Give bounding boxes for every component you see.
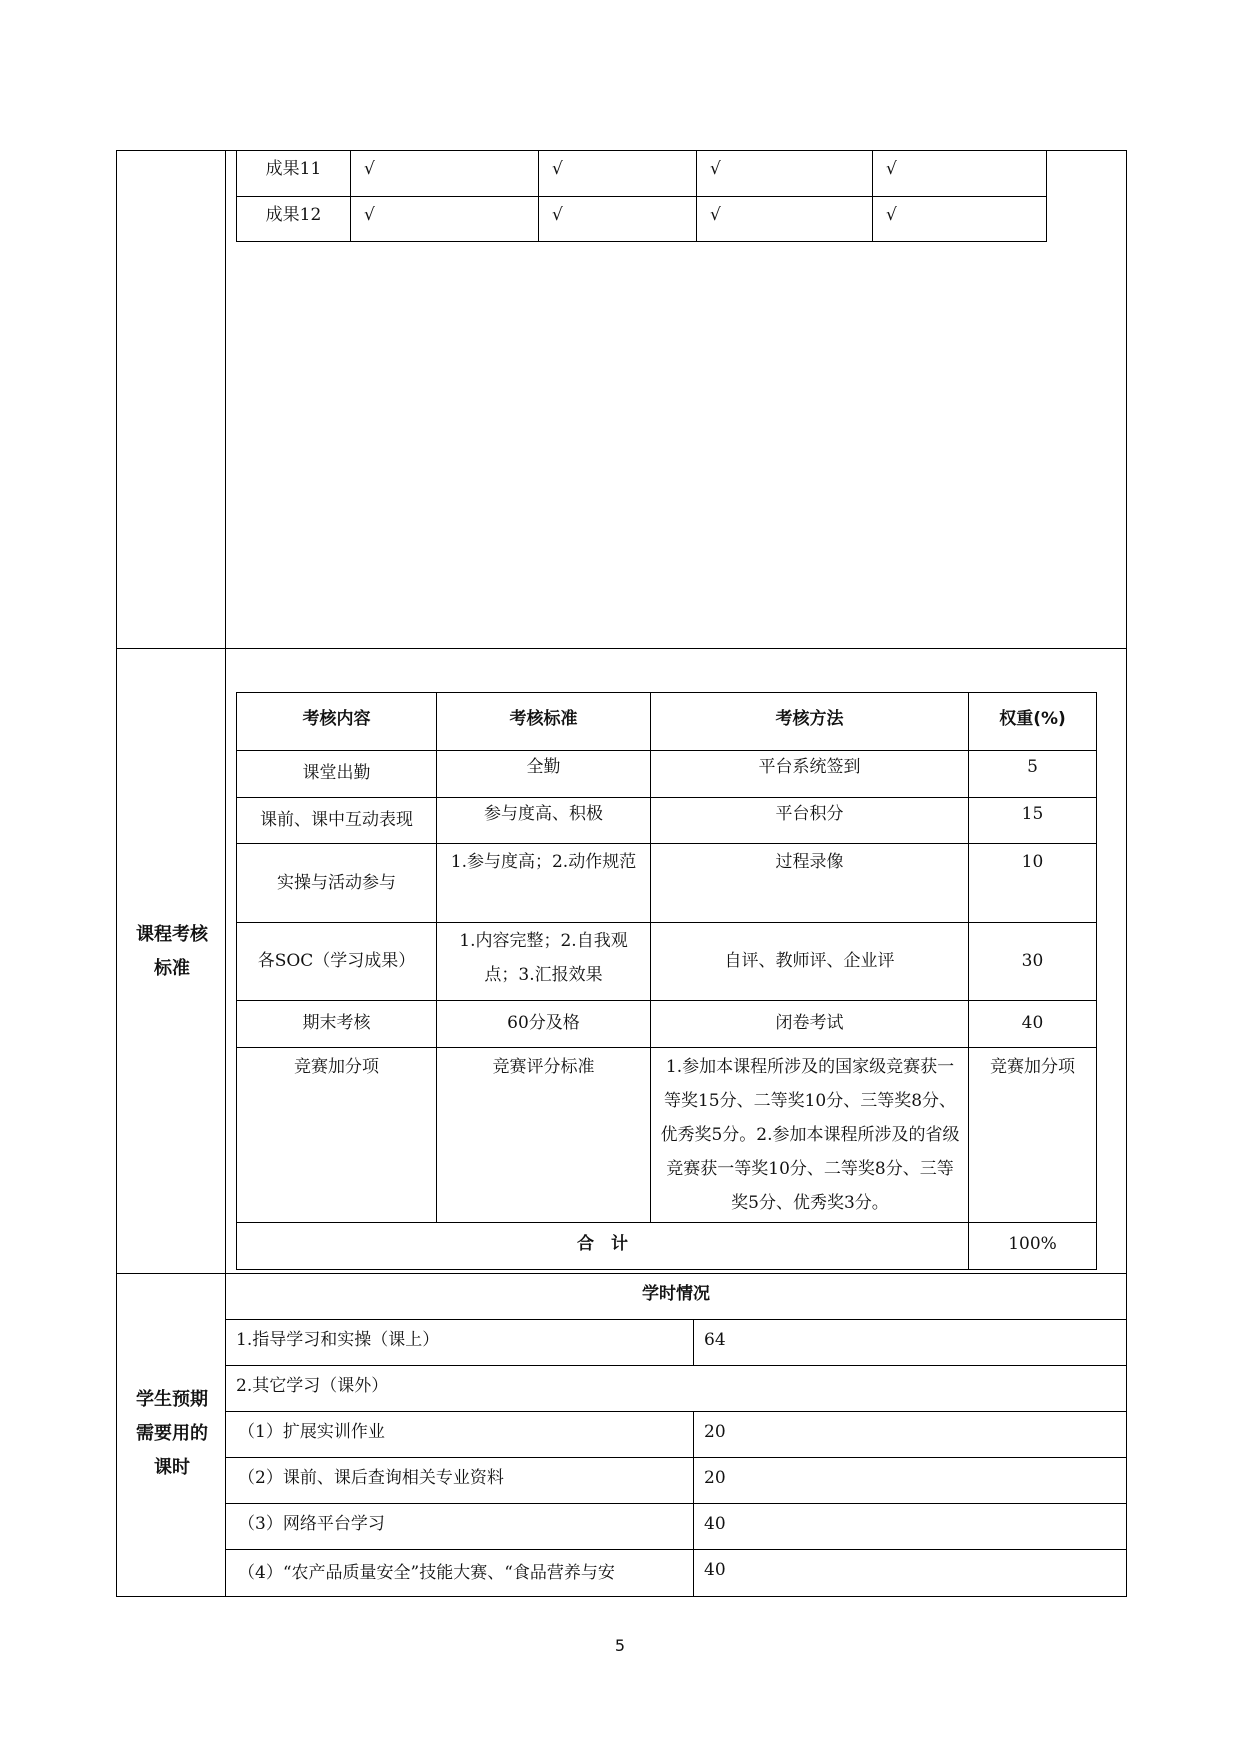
assessment-weight-cell: 10 xyxy=(1021,852,1044,872)
header-assessment-content: 考核内容 xyxy=(302,709,371,729)
assessment-method-cell: 闭卷考试 xyxy=(775,1013,844,1033)
check-mark: √ xyxy=(364,159,375,179)
assessment-method-cell: 平台系统签到 xyxy=(758,757,861,777)
check-mark: √ xyxy=(552,159,563,179)
hours-row-label: （3）网络平台学习 xyxy=(238,1514,385,1534)
assessment-weight-cell: 40 xyxy=(1021,1013,1044,1033)
hours-title: 学时情况 xyxy=(642,1284,710,1304)
header-assessment-standard: 考核标准 xyxy=(509,709,578,729)
hours-row-label: （2）课前、课后查询相关专业资料 xyxy=(238,1468,504,1488)
assessment-weight-cell: 5 xyxy=(1027,757,1038,777)
section-divider-2 xyxy=(116,1273,1127,1274)
hours-row-label: 2.其它学习（课外） xyxy=(236,1376,389,1396)
assessment-method-cell: 过程录像 xyxy=(775,852,844,872)
page-number: 5 xyxy=(614,1636,626,1655)
check-mark: √ xyxy=(710,205,721,225)
total-label: 合 计 xyxy=(577,1234,628,1254)
outer-top-border xyxy=(116,150,1127,151)
label-column-divider xyxy=(225,150,226,1597)
assessment-weight-cell: 竞赛加分项 xyxy=(990,1057,1075,1077)
assessment-section-label: 课程考核标准 xyxy=(136,924,208,979)
check-mark: √ xyxy=(710,159,721,179)
section-divider-1 xyxy=(116,648,1127,649)
hours-row-label: （4）“农产品质量安全”技能大赛、“食品营养与安 xyxy=(238,1563,615,1583)
check-mark: √ xyxy=(886,205,897,225)
assessment-method-cell: 1.参加本课程所涉及的国家级竞赛获一等奖15分、二等奖10分、三等奖8分、优秀奖5分。2.参加本课程所涉及的省级竞赛获一等奖10分、二等奖8分、三等奖5分、优秀奖3分。 xyxy=(660,1057,960,1213)
check-mark: √ xyxy=(552,205,563,225)
outer-bottom-border xyxy=(116,1596,1127,1597)
outcome-row-label: 成果11 xyxy=(265,159,322,179)
assessment-weight-cell: 15 xyxy=(1021,804,1044,824)
outer-right-border xyxy=(1126,150,1127,1597)
header-weight: 权重(%) xyxy=(999,709,1066,729)
hours-row-value: 20 xyxy=(704,1422,726,1442)
hours-row-value: 40 xyxy=(704,1514,726,1534)
hours-row-value: 64 xyxy=(704,1330,726,1350)
total-value: 100% xyxy=(1008,1234,1057,1254)
outcome-row-label: 成果12 xyxy=(265,205,322,225)
assessment-standard-cell: 参与度高、积极 xyxy=(484,804,603,824)
assessment-content-cell: 期末考核 xyxy=(302,1013,371,1033)
hours-row-label: 1.指导学习和实操（课上） xyxy=(236,1330,440,1350)
check-mark: √ xyxy=(364,205,375,225)
assessment-standard-cell: 竞赛评分标准 xyxy=(492,1057,595,1077)
assessment-weight-cell: 30 xyxy=(1021,951,1044,971)
assessment-standard-cell: 1.内容完整；2.自我观点；3.汇报效果 xyxy=(459,931,628,985)
hours-row-value: 40 xyxy=(704,1560,726,1580)
hours-section-label: 学生预期需要用的课时 xyxy=(136,1389,208,1478)
hours-row-label: （1）扩展实训作业 xyxy=(238,1422,385,1442)
assessment-method-cell: 自评、教师评、企业评 xyxy=(724,951,895,971)
assessment-content-cell: 实操与活动参与 xyxy=(277,873,396,893)
assessment-standard-cell: 60分及格 xyxy=(507,1013,580,1033)
assessment-content-cell: 课堂出勤 xyxy=(302,763,371,783)
assessment-standard-cell: 全勤 xyxy=(526,757,561,777)
assessment-standard-cell: 1.参与度高；2.动作规范 xyxy=(450,852,637,872)
assessment-content-cell: 竞赛加分项 xyxy=(294,1057,379,1077)
outer-left-border xyxy=(116,150,117,1597)
assessment-content-cell: 课前、课中互动表现 xyxy=(260,810,413,830)
check-mark: √ xyxy=(886,159,897,179)
assessment-method-cell: 平台积分 xyxy=(775,804,844,824)
header-assessment-method: 考核方法 xyxy=(775,709,844,729)
assessment-content-cell: 各SOC（学习成果） xyxy=(257,951,416,971)
hours-row-value: 20 xyxy=(704,1468,726,1488)
